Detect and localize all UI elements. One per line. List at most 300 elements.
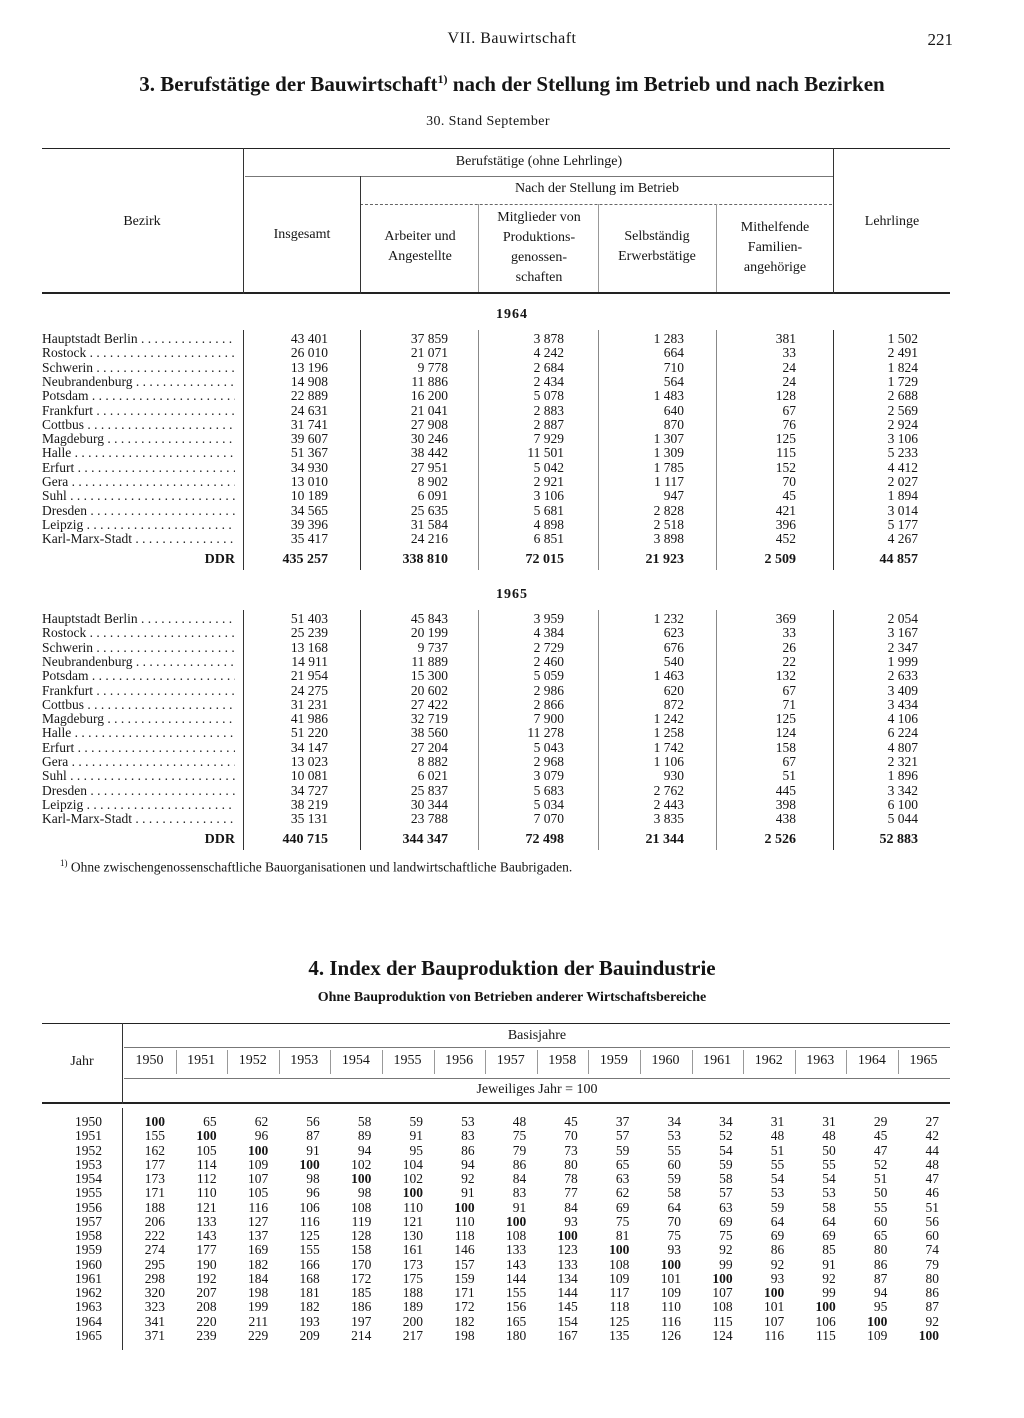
cell-value: 3 342 [887, 782, 918, 798]
row-year: 1954 [75, 1171, 102, 1186]
cell-value: 15 300 [410, 668, 448, 684]
index-value: 155 [144, 1128, 165, 1144]
index-value: 110 [403, 1199, 423, 1215]
page-number: 221 [927, 30, 953, 49]
base-year-header: 1953 [290, 1053, 319, 1068]
index-value: 180 [505, 1327, 527, 1343]
cell-value: 5 044 [887, 811, 918, 827]
index-value: 92 [461, 1171, 475, 1186]
index-value: 91 [822, 1256, 836, 1272]
cell-value: 2 491 [887, 345, 918, 361]
cell-value: 21 041 [410, 402, 448, 418]
index-value: 137 [247, 1228, 269, 1243]
cell-value: 38 442 [410, 445, 448, 461]
bezirk-name: Magdeburg . . . [42, 712, 235, 726]
cell-value: 7 070 [533, 811, 564, 827]
index-value: 53 [822, 1185, 836, 1201]
index-value: 172 [351, 1270, 372, 1286]
table-row [0, 769, 1024, 783]
table-row [0, 1201, 1024, 1215]
col-arbeiter: Arbeiter und Angestellte [384, 229, 456, 264]
index-value: 94 [357, 1142, 372, 1158]
bezirk-name: Gera . . . [42, 755, 235, 769]
index-value: 31 [822, 1114, 836, 1129]
bezirk-name: Rostock . . . [42, 626, 235, 640]
total-value: 440 715 [282, 832, 328, 847]
cell-value: 45 843 [410, 611, 448, 626]
bezirk-name: Karl-Marx-Stadt . . . [42, 532, 235, 546]
index-value: 48 [770, 1128, 785, 1144]
index-value: 159 [454, 1270, 475, 1286]
cell-value: 124 [775, 725, 796, 741]
base-year-header: 1957 [496, 1053, 525, 1068]
index-value: 96 [254, 1128, 269, 1144]
index-value: 121 [402, 1213, 423, 1229]
cell-value: 3 167 [887, 625, 918, 641]
cell-value: 34 147 [290, 739, 328, 755]
index-value: 69 [822, 1228, 836, 1243]
index-value: 177 [196, 1242, 217, 1258]
cell-value: 38 219 [290, 796, 328, 812]
cell-value: 445 [775, 782, 796, 798]
total-value: 72 015 [525, 552, 564, 567]
index-value: 172 [454, 1299, 475, 1315]
row-year: 1950 [75, 1114, 102, 1129]
index-value: 84 [512, 1171, 527, 1186]
index-value: 175 [402, 1270, 423, 1286]
index-value: 96 [306, 1185, 320, 1201]
index-value: 188 [144, 1199, 165, 1215]
index-value: 51 [770, 1142, 785, 1158]
index-value: 371 [144, 1327, 165, 1343]
total-value: 72 498 [525, 832, 564, 847]
index-value: 239 [196, 1327, 217, 1343]
bezirk-name: Frankfurt . . . [42, 404, 235, 418]
index-value: 127 [247, 1213, 269, 1229]
table-row [0, 418, 1024, 432]
cell-value: 10 189 [290, 488, 328, 504]
cell-value: 2 762 [653, 782, 684, 798]
row-year: 1963 [75, 1299, 102, 1315]
bezirk-name: Cottbus . . . [42, 418, 235, 432]
cell-value: 2 443 [653, 796, 684, 812]
index-value: 106 [815, 1313, 836, 1329]
index-value: 207 [196, 1285, 217, 1300]
cell-value: 1 242 [653, 711, 684, 727]
index-value: 170 [351, 1256, 372, 1272]
cell-value: 38 560 [410, 725, 448, 741]
table-row [0, 684, 1024, 698]
col-group-berufstaetige: Berufstätige (ohne Lehrlinge) [455, 154, 623, 169]
index-value: 54 [770, 1171, 785, 1186]
table-row [0, 641, 1024, 655]
cell-value: 6 100 [887, 796, 918, 812]
index-value: 169 [247, 1242, 269, 1258]
index-value: 94 [873, 1285, 888, 1300]
total-value: 44 857 [879, 552, 918, 567]
index-value: 156 [505, 1299, 527, 1315]
index-value: 161 [402, 1242, 423, 1258]
index-value: 209 [299, 1327, 320, 1343]
index-value: 29 [873, 1114, 888, 1129]
index-value: 185 [351, 1285, 372, 1300]
index-value: 55 [873, 1199, 888, 1215]
table-row [0, 1300, 1024, 1314]
index-value: 126 [660, 1327, 681, 1343]
index-value: 52 [873, 1156, 888, 1172]
base-year-header: 1958 [548, 1053, 577, 1068]
cell-value: 1 463 [653, 668, 684, 684]
total-value: 344 347 [402, 832, 448, 847]
index-value: 98 [306, 1171, 320, 1186]
index-value: 173 [144, 1171, 165, 1186]
cell-value: 39 607 [290, 431, 328, 447]
cell-value: 4 384 [533, 625, 564, 641]
row-year: 1952 [75, 1142, 102, 1158]
cell-value: 51 [782, 768, 796, 784]
chapter-heading: VII. Bauwirtschaft [447, 30, 577, 47]
table-row [0, 1129, 1024, 1143]
index-value: 84 [564, 1199, 578, 1215]
base-year-header: 1964 [857, 1053, 886, 1068]
index-value: 95 [409, 1142, 423, 1158]
index-value: 87 [306, 1128, 320, 1144]
cell-value: 158 [775, 739, 796, 755]
cell-value: 452 [775, 531, 796, 547]
index-value: 186 [351, 1299, 372, 1315]
cell-value: 1 117 [654, 474, 684, 489]
cell-value: 20 199 [410, 625, 448, 641]
index-value: 100 [557, 1228, 578, 1243]
index-value: 75 [615, 1213, 630, 1229]
index-value: 86 [461, 1142, 475, 1158]
index-value: 154 [557, 1313, 578, 1329]
index-value: 192 [196, 1270, 217, 1286]
cell-value: 664 [663, 345, 684, 361]
cell-value: 70 [782, 474, 796, 489]
index-value: 34 [719, 1114, 733, 1129]
index-value: 46 [925, 1185, 939, 1201]
total-value: 435 257 [282, 552, 328, 567]
cell-value: 2 924 [887, 416, 918, 432]
index-value: 56 [306, 1114, 320, 1129]
row-year: 1957 [75, 1213, 102, 1229]
cell-value: 2 688 [887, 388, 918, 404]
cell-value: 125 [775, 431, 796, 447]
index-value: 80 [925, 1270, 939, 1286]
cell-value: 6 091 [417, 488, 448, 504]
bezirk-name: Neubrandenburg . . . [42, 655, 235, 669]
index-value: 63 [719, 1199, 733, 1215]
index-value: 119 [351, 1213, 372, 1229]
index-value: 108 [609, 1256, 630, 1272]
row-year: 1960 [75, 1256, 102, 1272]
cell-value: 2 866 [533, 696, 564, 712]
index-value: 197 [351, 1313, 372, 1329]
bezirk-name: Karl-Marx-Stadt . . . [42, 812, 235, 826]
table-row [0, 475, 1024, 489]
index-value: 116 [248, 1199, 269, 1215]
cell-value: 37 859 [410, 331, 448, 346]
cell-value: 25 635 [410, 502, 448, 518]
bezirk-name: Gera . . . [42, 475, 235, 489]
cell-value: 2 986 [533, 682, 564, 698]
index-value: 100 [660, 1256, 681, 1272]
index-value: 48 [512, 1114, 527, 1129]
base-year-header: 1956 [445, 1053, 474, 1068]
index-value: 92 [822, 1270, 836, 1286]
index-value: 70 [667, 1213, 681, 1229]
cell-value: 2 518 [653, 516, 684, 532]
index-value: 31 [770, 1114, 785, 1129]
index-value: 70 [564, 1128, 578, 1144]
index-value: 106 [299, 1199, 320, 1215]
index-value: 92 [925, 1313, 939, 1329]
bezirk-name: Schwerin . . . [42, 361, 235, 375]
cell-value: 676 [663, 639, 684, 655]
table-row [0, 361, 1024, 375]
base-year-header: 1962 [754, 1053, 783, 1068]
cell-value: 396 [775, 516, 796, 532]
row-year: 1962 [75, 1285, 102, 1300]
table-row [0, 669, 1024, 683]
index-value: 295 [144, 1256, 165, 1272]
cell-value: 564 [663, 373, 684, 389]
cell-value: 35 131 [290, 811, 328, 827]
index-value: 52 [719, 1128, 733, 1144]
index-value: 105 [247, 1185, 269, 1201]
base-year-header: 1955 [393, 1053, 422, 1068]
cell-value: 34 930 [290, 459, 328, 475]
cell-value: 1 232 [653, 611, 684, 626]
index-value: 60 [873, 1213, 888, 1229]
col-insgesamt: Insgesamt [273, 227, 331, 242]
index-value: 182 [299, 1299, 320, 1315]
index-value: 107 [712, 1285, 733, 1300]
cell-value: 2 684 [533, 359, 564, 375]
cell-value: 14 911 [291, 653, 328, 669]
cell-value: 3 106 [887, 431, 918, 447]
index-value: 59 [719, 1156, 733, 1172]
cell-value: 33 [782, 345, 796, 361]
index-value: 100 [247, 1142, 269, 1158]
index-value: 199 [247, 1299, 269, 1315]
bezirk-name: Frankfurt . . . [42, 684, 235, 698]
index-value: 102 [351, 1156, 372, 1172]
row-year: 1955 [75, 1185, 102, 1201]
total-value: 2 526 [764, 832, 796, 847]
index-value: 55 [667, 1142, 681, 1158]
cell-value: 2 434 [533, 373, 564, 389]
cell-value: 13 023 [290, 754, 328, 769]
table-row [0, 404, 1024, 418]
table-row [0, 375, 1024, 389]
index-value: 93 [770, 1270, 785, 1286]
cell-value: 438 [775, 811, 796, 827]
index-value: 92 [770, 1256, 785, 1272]
cell-value: 381 [775, 331, 796, 346]
index-value: 100 [763, 1285, 785, 1300]
cell-value: 2 729 [533, 639, 564, 655]
table-row [0, 784, 1024, 798]
bezirk-name: Halle . . . [42, 446, 235, 460]
index-value: 189 [402, 1299, 423, 1315]
total-value: 21 923 [645, 552, 684, 567]
cell-value: 24 631 [290, 402, 328, 418]
cell-value: 8 882 [417, 754, 448, 769]
cell-value: 5 034 [533, 796, 564, 812]
bezirk-name: Leipzig . . . [42, 518, 235, 532]
bezirk-name: Leipzig . . . [42, 798, 235, 812]
index-value: 155 [299, 1242, 320, 1258]
index-value: 108 [351, 1199, 372, 1215]
bezirk-name: Dresden . . . [42, 504, 235, 518]
cell-value: 2 321 [887, 754, 918, 769]
index-value: 109 [867, 1327, 888, 1343]
table-row [0, 1286, 1024, 1300]
cell-value: 1 999 [887, 653, 918, 669]
index-value: 181 [299, 1285, 320, 1300]
cell-value: 2 347 [887, 639, 918, 655]
cell-value: 13 010 [290, 474, 328, 489]
index-value: 92 [719, 1242, 733, 1258]
index-value: 114 [196, 1156, 217, 1172]
index-value: 91 [409, 1128, 423, 1144]
index-value: 143 [196, 1228, 217, 1243]
index-value: 167 [557, 1327, 578, 1343]
index-value: 75 [512, 1128, 527, 1144]
index-value: 99 [719, 1256, 733, 1272]
index-value: 80 [564, 1156, 578, 1172]
index-value: 47 [873, 1142, 888, 1158]
index-value: 100 [454, 1199, 475, 1215]
index-value: 109 [247, 1156, 269, 1172]
index-value: 77 [564, 1185, 578, 1201]
index-value: 54 [719, 1142, 733, 1158]
table-row [0, 798, 1024, 812]
cell-value: 1 729 [887, 373, 918, 389]
index-value: 83 [461, 1128, 475, 1144]
cell-value: 6 851 [533, 531, 564, 547]
index-value: 116 [300, 1213, 320, 1229]
index-value: 74 [925, 1242, 939, 1258]
index-value: 53 [461, 1114, 475, 1129]
base-year-header: 1950 [135, 1053, 164, 1068]
index-value: 190 [196, 1256, 217, 1272]
index-value: 47 [925, 1171, 939, 1186]
index-value: 91 [306, 1142, 320, 1158]
index-value: 173 [402, 1256, 423, 1272]
cell-value: 22 889 [290, 388, 328, 404]
col-mithelfende: Mithelfende Familien- angehörige [740, 220, 810, 275]
base-year-header: 1961 [703, 1053, 732, 1068]
cell-value: 67 [782, 402, 796, 418]
cell-value: 2 633 [887, 668, 918, 684]
cell-value: 3 079 [533, 768, 564, 784]
index-value: 125 [299, 1228, 320, 1243]
bezirk-name: Erfurt . . . [42, 461, 235, 475]
index-value: 75 [719, 1228, 733, 1243]
index-value: 58 [719, 1171, 733, 1186]
index-value: 59 [667, 1171, 681, 1186]
cell-value: 20 602 [410, 682, 448, 698]
table-row [0, 1172, 1024, 1186]
cell-value: 9 737 [417, 639, 448, 655]
total-label: DDR [204, 553, 235, 567]
cell-value: 540 [663, 653, 684, 669]
cell-value: 21 071 [410, 345, 448, 361]
index-value: 45 [873, 1128, 888, 1144]
total-value: 2 509 [764, 552, 796, 567]
cell-value: 8 902 [417, 474, 448, 489]
cell-value: 930 [663, 768, 684, 784]
col-selbstaendig: Selbständig Erwerbstätige [618, 229, 696, 264]
cell-value: 33 [782, 625, 796, 641]
cell-value: 5 233 [887, 445, 918, 461]
table-row [0, 612, 1024, 626]
cell-value: 4 412 [887, 459, 918, 475]
bezirk-name: Schwerin . . . [42, 641, 235, 655]
cell-value: 421 [775, 502, 796, 518]
cell-value: 51 220 [290, 725, 328, 741]
cell-value: 620 [663, 682, 684, 698]
cell-value: 369 [775, 611, 796, 626]
index-value: 118 [454, 1228, 475, 1243]
row-year: 1953 [75, 1156, 102, 1172]
table-row [0, 1158, 1024, 1172]
index-value: 44 [925, 1142, 939, 1158]
index-value: 143 [505, 1256, 527, 1272]
index-value: 57 [719, 1185, 733, 1201]
cell-value: 7 929 [533, 431, 564, 447]
index-value: 182 [454, 1313, 475, 1329]
index-value: 27 [925, 1114, 939, 1129]
index-value: 58 [357, 1114, 372, 1129]
cell-value: 30 246 [410, 431, 448, 447]
cell-value: 25 239 [290, 625, 328, 641]
table3-subtitle: 30. Stand September [426, 114, 550, 129]
row-year: 1951 [75, 1128, 102, 1144]
cell-value: 1 742 [653, 739, 684, 755]
index-value: 100 [196, 1128, 217, 1144]
cell-value: 710 [663, 359, 684, 375]
table4-title: 4. Index der Bauproduktion der Bauindustrie [308, 956, 716, 980]
total-value: 21 344 [645, 832, 684, 847]
index-value: 208 [196, 1299, 217, 1315]
index-value: 98 [357, 1185, 372, 1201]
cell-value: 6 224 [887, 725, 918, 741]
bezirk-name: Magdeburg . . . [42, 432, 235, 446]
cell-value: 3 878 [533, 331, 564, 346]
bezirk-name: Suhl . . . [42, 769, 235, 783]
index-value: 58 [667, 1185, 681, 1201]
cell-value: 27 422 [410, 696, 448, 712]
cell-value: 5 078 [533, 388, 564, 404]
cell-value: 4 898 [533, 516, 564, 532]
index-value: 64 [667, 1199, 681, 1215]
row-year: 1965 [75, 1327, 102, 1343]
row-year: 1959 [75, 1242, 102, 1258]
index-value: 63 [615, 1171, 630, 1186]
index-value: 93 [667, 1242, 681, 1258]
index-value: 133 [557, 1256, 578, 1272]
cell-value: 25 837 [410, 782, 448, 798]
index-value: 100 [867, 1313, 888, 1329]
cell-value: 2 569 [887, 402, 918, 418]
index-value: 87 [873, 1270, 888, 1286]
bezirk-name: Potsdam . . . [42, 669, 235, 683]
row-year: 1964 [75, 1313, 102, 1329]
